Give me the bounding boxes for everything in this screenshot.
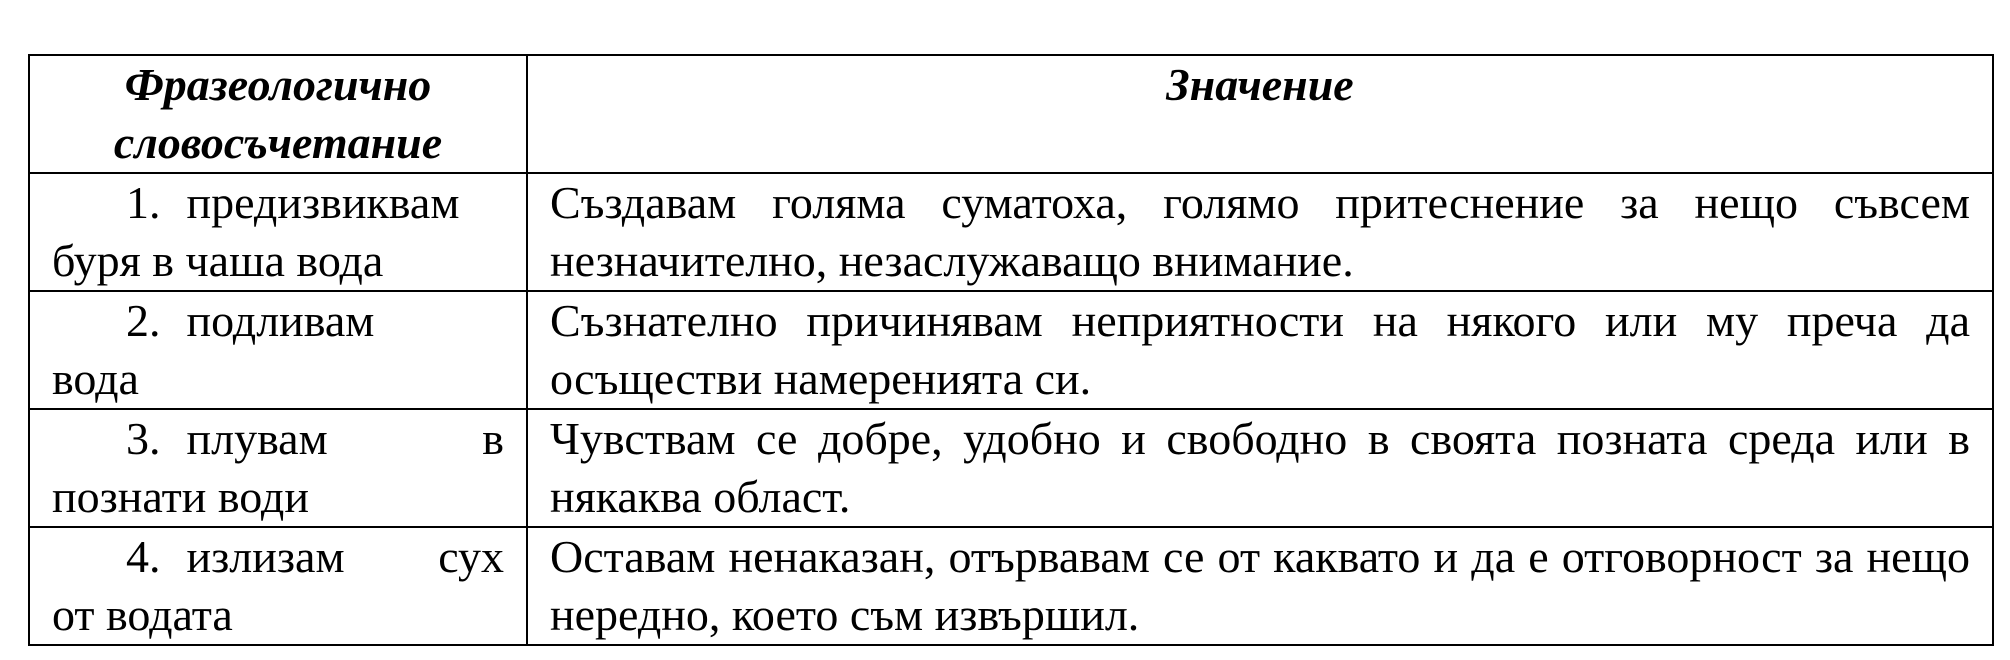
- phrase-cell: [29, 173, 527, 291]
- table-row: [29, 173, 1993, 291]
- table-row: [29, 291, 1993, 409]
- phrase-word: в: [482, 413, 504, 464]
- phrase-first-line-words: [187, 410, 505, 468]
- phrase-cell: [29, 409, 527, 527]
- phrase-first-line-words: [187, 174, 505, 232]
- row-number: 3.: [126, 413, 161, 464]
- phrase-second-line: буря в чаша вода: [52, 235, 384, 286]
- phrase-second-line: познати води: [52, 471, 309, 522]
- phrase-word: предизвиквам: [186, 177, 460, 228]
- header-meaning: Значение: [527, 55, 1993, 173]
- phrase-word: плувам: [186, 413, 328, 464]
- row-number: 2.: [126, 295, 161, 346]
- phrase-word: подливам: [186, 295, 375, 346]
- phrase-word: излизам: [186, 531, 345, 582]
- table-header-row: [29, 55, 1993, 173]
- meaning-cell: [527, 527, 1993, 645]
- phrase-cell: [29, 527, 527, 645]
- phrase-word: сух: [438, 531, 504, 582]
- phrase-first-line: [52, 174, 504, 232]
- meaning-cell: [527, 291, 1993, 409]
- meaning-cell: [527, 409, 1993, 527]
- table-body: [29, 173, 1993, 645]
- row-number: 4.: [126, 531, 161, 582]
- phrase-first-line: [52, 292, 504, 350]
- header-phrase: Фразеологично словосъчетание: [29, 55, 527, 173]
- table-row: [29, 409, 1993, 527]
- phraseology-table: [28, 54, 1994, 646]
- phrase-first-line-words: [187, 528, 505, 586]
- meaning-text: Съзнателно причинявам неприятности на някого или му преча да осъществи намеренията си.: [550, 295, 1970, 404]
- table-row: [29, 527, 1993, 645]
- phrase-first-line-words: [187, 292, 505, 350]
- meaning-text: Оставам ненаказан, отървавам се от каквато и да е отговорност за нещо нередно, което съм извършил.: [550, 531, 1970, 640]
- meaning-text: Създавам голяма суматоха, голямо притеснение за нещо съвсем незначително, незаслужаващо внимание.: [550, 177, 1970, 286]
- phrase-first-line: [52, 528, 504, 586]
- row-number: 1.: [126, 177, 161, 228]
- phrase-second-line: от водата: [52, 589, 233, 640]
- phrase-first-line: [52, 410, 504, 468]
- meaning-text: Чувствам се добре, удобно и свободно в своята позната среда или в някаква област.: [550, 413, 1970, 522]
- meaning-cell: [527, 173, 1993, 291]
- phrase-cell: [29, 291, 527, 409]
- phrase-second-line: вода: [52, 353, 139, 404]
